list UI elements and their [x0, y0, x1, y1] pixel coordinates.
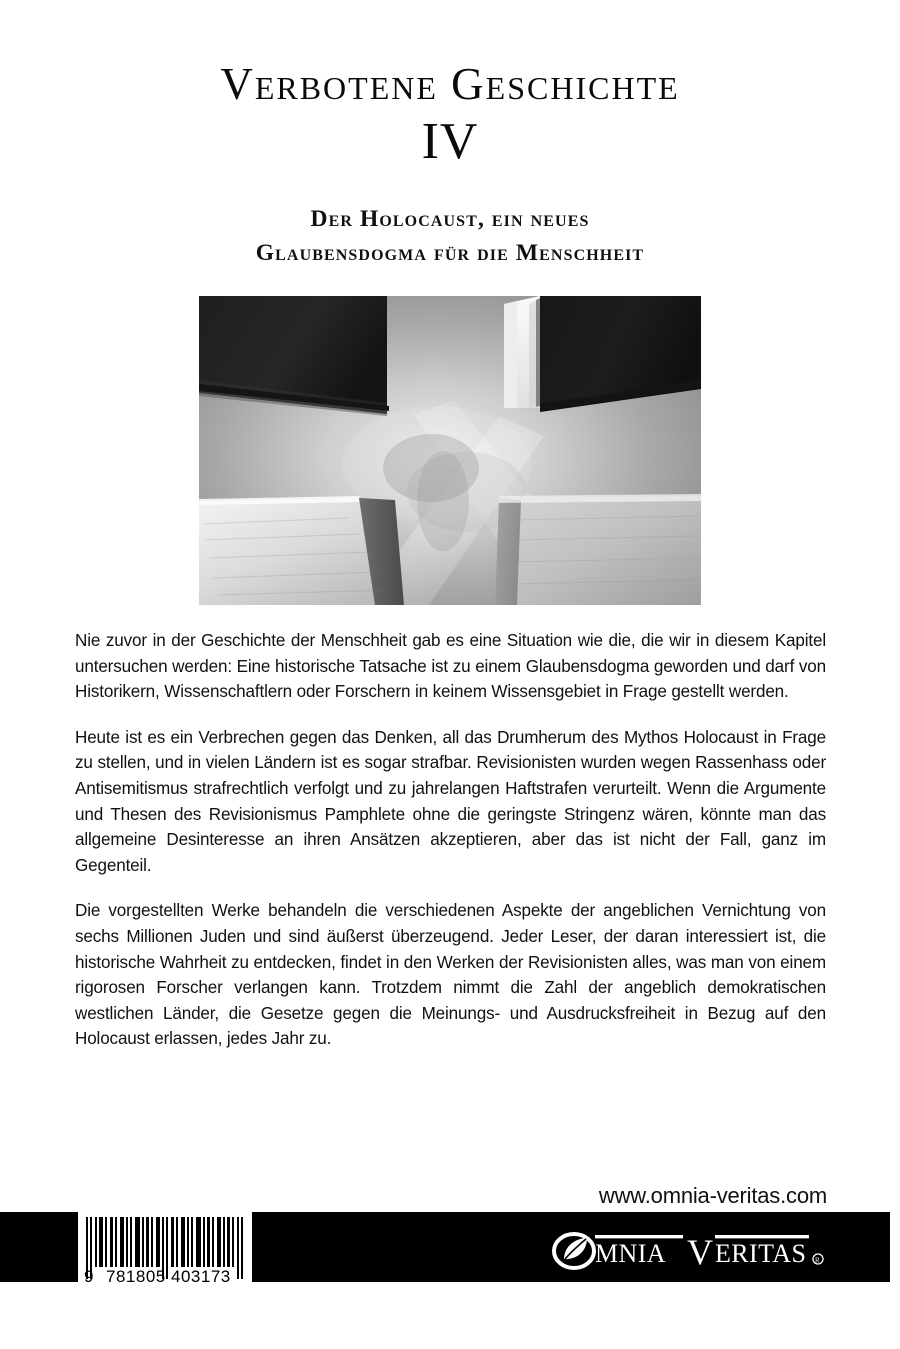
- page-title: Verbotene Geschichte: [220, 59, 680, 109]
- paragraph-3: Die vorgestellten Werke behandeln die verschiedenen Aspekte der angeblichen Vernichtung von sechs Millionen Juden und sind äußerst überzeugend. Jeder Leser, der daran interessiert ist, die historische Wahrheit zu entdecken, findet in den Werken der Revisionisten alles, was man von einem rigorosen Forscher verlangen kann. Trotzdem nimmt die Zahl der angeblich demokratischen westlichen Länder, die Gesetze gegen die Meinungs- und Ausdrucksfreiheit in Bezug auf den Holocaust erlassen, jedes Jahr zu.: [75, 901, 826, 1049]
- subtitle-line-1: Der Holocaust, ein neues: [310, 206, 590, 232]
- back-cover-text: [75, 628, 826, 1052]
- svg-text:V: V: [687, 1232, 713, 1272]
- subtitle: [0, 202, 900, 270]
- svg-text:ERITAS: ERITAS: [715, 1239, 807, 1268]
- publisher-website-url[interactable]: www.omnia-veritas.com: [598, 1183, 827, 1208]
- svg-text:MNIA: MNIA: [595, 1239, 666, 1268]
- barcode-left-group: 781805: [106, 1267, 166, 1286]
- barcode-bars: [86, 1217, 244, 1267]
- barcode-digits: [78, 1267, 252, 1287]
- barcode-lead-digit: 9: [84, 1267, 94, 1286]
- paragraph-1: Nie zuvor in der Geschichte der Menschheit gab es eine Situation wie die, die wir in diesem Kapitel untersuchen werden: Eine historische Tatsache ist zu einem Glaubensdogma geworden und darf von Historikern, Wissenschaftlern oder Forschern in keinem Wissensgebiet in Frage gestellt werden.: [75, 631, 826, 702]
- volume-numeral: IV: [421, 113, 479, 170]
- omnia-veritas-logo-mark: [548, 1226, 848, 1274]
- svg-text:R: R: [815, 1256, 820, 1265]
- subtitle-line-2: Glaubensdogma für die Menschheit: [255, 240, 645, 267]
- concrete-cross-illustration: [199, 296, 701, 605]
- cover-photo: [199, 296, 701, 605]
- barcode-right-group: 403173: [171, 1267, 231, 1286]
- paragraph-2: Heute ist es ein Verbrechen gegen das Denken, all das Drumherum des Mythos Holocaust in Frage zu stellen, und in vielen Ländern ist es sogar strafbar. Revisionisten wurden wegen Rassenhass oder Antisemitismus strafrechtlich verfolgt und zu jahrelangen Haftstrafen verurteilt. Wenn die Argumente und Thesen des Revisionismus Pamphlete ohne die geringste Stringenz wären, könnte man das allgemeine Desinteresse an ihren Ansätzen akzeptieren, aber das ist nicht der Fall, ganz im Gegenteil.: [75, 727, 826, 875]
- isbn-barcode: [78, 1212, 252, 1289]
- publisher-logo[interactable]: [548, 1226, 848, 1274]
